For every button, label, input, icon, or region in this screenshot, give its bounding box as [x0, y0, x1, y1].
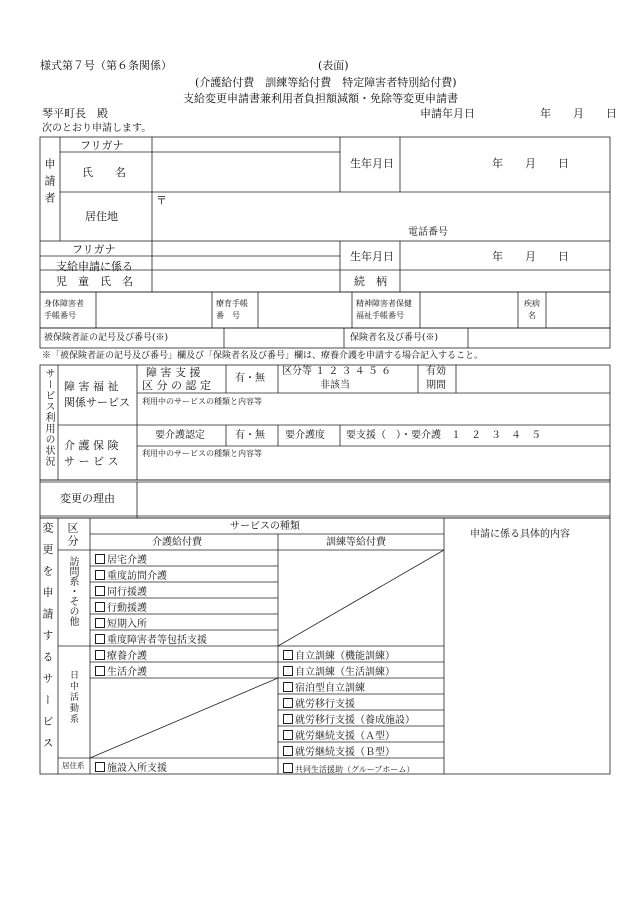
mental-cert-label-2: 福祉手帳番号	[356, 311, 404, 320]
service-checkbox[interactable]	[283, 730, 395, 742]
service-label: 就労継続支援（Ａ型）	[295, 731, 395, 742]
kubun-label: 区分	[66, 522, 79, 548]
disease-label-2: 名	[528, 311, 536, 320]
applicant-dob-label: 生年月日	[350, 157, 394, 170]
ryoiku-cert-label-2: 番 号	[216, 311, 240, 320]
checkbox-icon	[95, 666, 105, 676]
child-label-2: 児 童 氏 名	[56, 275, 133, 288]
service-label: 自立訓練（機能訓練）	[295, 651, 395, 662]
checkbox-icon	[95, 762, 105, 772]
service-label: 重度訪問介護	[107, 571, 167, 582]
service-checkbox[interactable]	[283, 682, 365, 694]
support-label-2: 区 分 の 認 定	[142, 379, 211, 392]
day-group-label: 日中活動系	[68, 670, 78, 725]
checkbox-icon	[283, 746, 293, 756]
care-level-scale: 要支援（ ）・要介護 １ ２ ３ ４ ５	[346, 430, 541, 441]
residential-group-label: 居住系	[62, 761, 85, 770]
service-checkbox[interactable]	[283, 666, 395, 678]
support-label-1: 障 害 支 援	[146, 366, 201, 379]
child-relation-label: 続 柄	[354, 275, 387, 288]
phone-label: 電話番号	[408, 227, 448, 238]
applicant-name-label: 氏 名	[82, 166, 126, 179]
service-checkbox[interactable]	[283, 650, 395, 662]
service-checkbox[interactable]	[95, 570, 167, 582]
checkbox-icon	[283, 730, 293, 740]
usage-section-label: サービス利用の状況	[43, 368, 54, 467]
checkbox-icon	[283, 682, 293, 692]
care-level-label: 要介護度	[285, 430, 325, 441]
applicant-section-label: 申請者	[43, 158, 56, 209]
application-date-slots: 年 月 日	[540, 107, 617, 120]
checkbox-icon	[283, 698, 293, 708]
service-checkbox[interactable]	[283, 698, 355, 710]
service-checkbox[interactable]	[283, 714, 415, 726]
valid-label-1: 有効	[426, 366, 446, 377]
applicant-dob-slots: 年 月 日	[492, 157, 569, 170]
details-header: 申請に係る具体的内容	[470, 529, 570, 540]
services-section-label: 変更を申請するサービス	[41, 522, 54, 759]
welfare-label-2: 関係サービス	[64, 396, 130, 409]
insurance-note: ※「被保険者証の記号及び番号」欄及び「保険者名及び番号」欄は、療養介護を申請する場合記入すること。	[42, 351, 484, 361]
welfare-in-use-label: 利用中のサービスの種類と内容等	[142, 397, 262, 406]
service-label: 就労移行支援（養成施設）	[295, 715, 415, 726]
service-label: 就労継続支援（Ｂ型）	[295, 747, 395, 758]
care-cert-label: 要介護認定	[155, 430, 205, 441]
child-label-1: 支給申請に係る	[56, 260, 133, 273]
service-label: 同行援護	[107, 587, 147, 598]
service-type-header: サービスの種類	[230, 521, 300, 532]
checkbox-icon	[95, 554, 105, 564]
service-label: 居宅介護	[107, 555, 147, 566]
checkbox-icon	[283, 714, 293, 724]
checkbox-icon	[95, 618, 105, 628]
checkbox-icon	[95, 634, 105, 644]
mental-cert-label-1: 精神障害者保健	[356, 299, 412, 308]
support-yes-no: 有・無	[235, 373, 265, 384]
service-checkbox[interactable]	[95, 602, 147, 614]
training-benefit-header: 訓練等給付費	[326, 537, 386, 548]
service-label: 宿泊型自立訓練	[295, 683, 365, 694]
checkbox-icon	[95, 602, 105, 612]
physical-cert-label-2: 手帳番号	[44, 311, 76, 320]
service-checkbox-group-home[interactable]	[283, 763, 414, 774]
service-label: 就労移行支援	[295, 699, 355, 710]
not-applicable: 非該当	[320, 380, 350, 391]
checkbox-icon	[283, 666, 293, 676]
service-label: 行動援護	[107, 603, 147, 614]
sub-title: (介護給付費 訓練等給付費 特定障害者特別給付費)	[195, 76, 457, 89]
insurer-number-label: 保険者名及び番号(※)	[350, 333, 439, 343]
care-label-1: 介 護 保 険	[64, 439, 119, 452]
checkbox-icon	[95, 650, 105, 660]
checkbox-icon	[283, 763, 293, 773]
service-label: 療養介護	[107, 651, 147, 662]
insured-number-label: 被保険者証の記号及び番号(※)	[44, 333, 169, 343]
service-checkbox[interactable]	[95, 666, 147, 678]
form-number: 様式第７号（第６条関係）	[40, 59, 172, 72]
checkbox-icon	[283, 650, 293, 660]
care-in-use-label: 利用中のサービスの種類と内容等	[142, 449, 262, 458]
service-label: 施設入所支援	[107, 763, 167, 774]
care-yes-no: 有・無	[235, 430, 265, 441]
care-label-2: サ ー ビ ス	[64, 455, 119, 468]
applicant-address-label: 居住地	[85, 210, 118, 223]
service-label: 重度障害者等包括支援	[107, 635, 207, 646]
service-checkbox[interactable]	[95, 618, 147, 630]
valid-label-2: 期間	[426, 380, 446, 391]
service-checkbox-facility[interactable]	[95, 762, 167, 774]
application-date-label: 申請年月日	[420, 107, 475, 120]
page-title: 支給変更申請書兼利用者負担額減額・免除等変更申請書	[183, 92, 458, 105]
service-checkbox[interactable]	[283, 746, 395, 758]
division-scale: 区分等 １ ２ ３ ４ ５ ６	[282, 366, 392, 377]
service-checkbox[interactable]	[95, 586, 147, 598]
service-label: 短期入所	[107, 619, 147, 630]
postal-mark: 〒	[156, 194, 167, 207]
service-checkbox[interactable]	[95, 634, 207, 646]
ryoiku-cert-label-1: 療育手帳	[216, 299, 248, 308]
child-dob-label: 生年月日	[350, 250, 394, 263]
reason-label: 変更の理由	[60, 492, 115, 505]
care-benefit-header: 介護給付費	[152, 537, 202, 548]
disease-label-1: 疾病	[524, 299, 540, 308]
intro-text: 次のとおり申請します。	[42, 123, 152, 134]
service-checkbox[interactable]	[95, 650, 147, 662]
service-checkbox[interactable]	[95, 554, 147, 566]
service-label: 自立訓練（生活訓練）	[295, 667, 395, 678]
checkbox-icon	[95, 570, 105, 580]
side-label: (表面)	[318, 59, 349, 72]
applicant-furigana-label: フリガナ	[80, 139, 124, 152]
welfare-label-1: 障 害 福 祉	[64, 380, 119, 393]
addressee: 琴平町長 殿	[42, 107, 108, 120]
service-label: 生活介護	[107, 667, 147, 678]
service-label: 共同生活援助（グループホーム）	[295, 765, 415, 774]
checkbox-icon	[95, 586, 105, 596]
physical-cert-label-1: 身体障害者	[44, 299, 84, 308]
child-furigana-label: フリガナ	[72, 243, 116, 256]
child-dob-slots: 年 月 日	[492, 250, 569, 263]
visit-group-label: 訪問系・その他	[67, 556, 78, 626]
